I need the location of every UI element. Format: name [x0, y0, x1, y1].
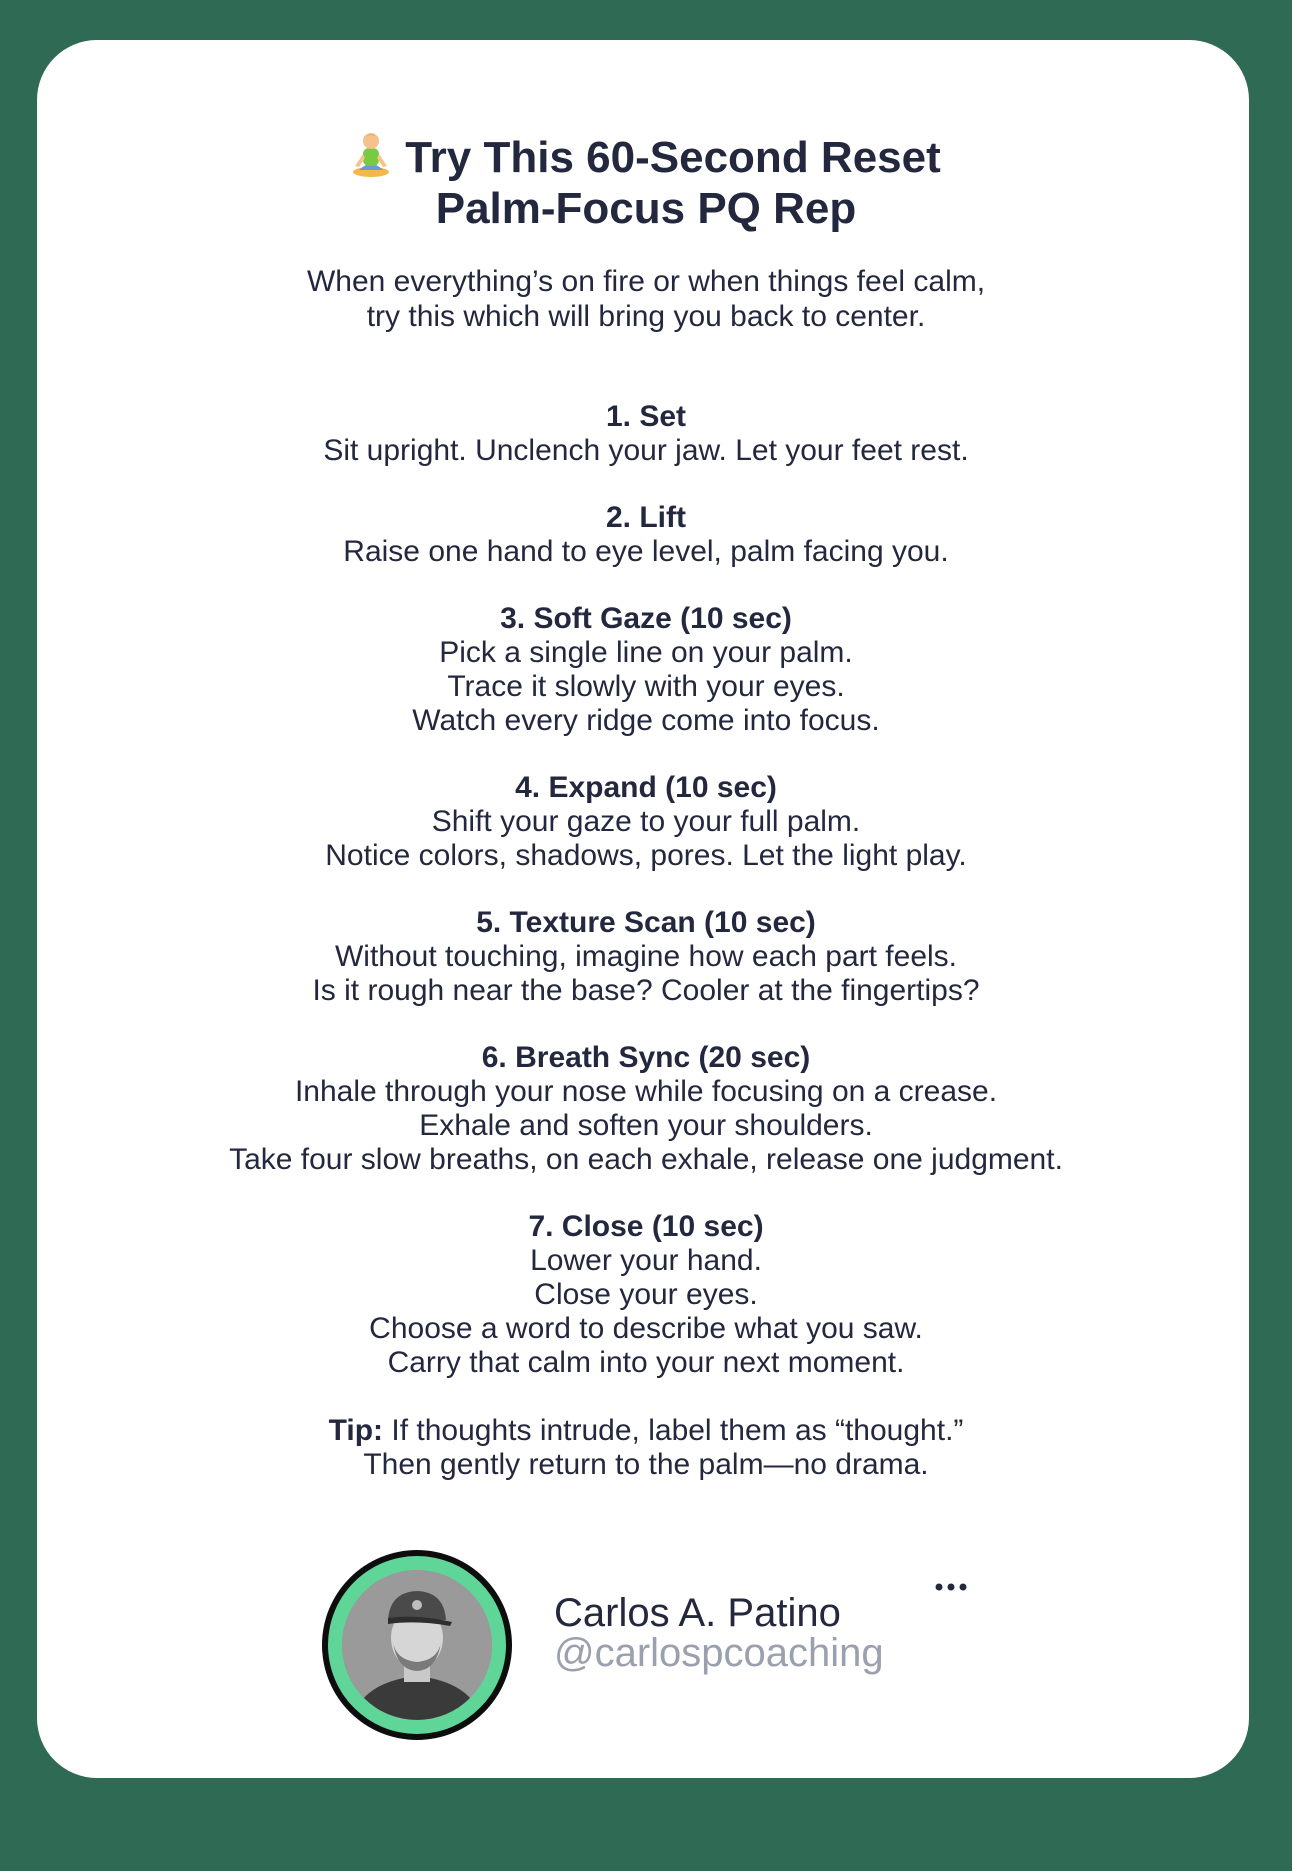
step-line: Watch every ridge come into focus.	[412, 704, 880, 737]
step-item	[0, 906, 1292, 1008]
person-portrait-icon	[342, 1570, 492, 1720]
author-handle[interactable]: @carlospcoaching	[554, 1631, 884, 1675]
step-line: Carry that calm into your next moment.	[387, 1346, 905, 1379]
step-line: Notice colors, shadows, pores. Let the light play.	[325, 839, 967, 872]
step-title: 7. Close (10 sec)	[528, 1210, 764, 1243]
step-title: 4. Expand (10 sec)	[515, 771, 777, 804]
step-line: Raise one hand to eye level, palm facing you.	[343, 535, 949, 568]
tip-text: If thoughts intrude, label them as “thought.”	[383, 1414, 964, 1447]
step-line: Take four slow breaths, on each exhale, release one judgment.	[229, 1143, 1063, 1176]
author-block	[322, 1550, 972, 1746]
more-dots-icon[interactable]	[934, 1580, 968, 1594]
tip-block	[0, 1414, 1292, 1482]
step-item	[0, 501, 1292, 569]
tip-label: Tip:	[328, 1414, 384, 1447]
intro-text	[0, 264, 1292, 334]
step-line: Choose a word to describe what you saw.	[369, 1312, 923, 1345]
step-item	[0, 602, 1292, 738]
step-item	[0, 771, 1292, 873]
page-title	[0, 128, 1292, 234]
avatar-ring	[328, 1556, 506, 1734]
step-title: 6. Breath Sync (20 sec)	[481, 1041, 811, 1074]
avatar-photo	[342, 1570, 492, 1720]
step-title: 2. Lift	[606, 501, 686, 534]
title-line-2: Palm-Focus PQ Rep	[435, 184, 857, 233]
step-line: Is it rough near the base? Cooler at the fingertips?	[312, 974, 980, 1007]
step-title: 1. Set	[605, 400, 687, 433]
person-meditating-emoji-icon	[351, 128, 391, 178]
avatar	[322, 1550, 512, 1740]
author-name: Carlos A. Patino	[554, 1591, 841, 1635]
step-line: Inhale through your nose while focusing on a crease.	[294, 1075, 998, 1108]
step-line: Trace it slowly with your eyes.	[447, 670, 845, 703]
tip-line-2: Then gently return to the palm—no drama.	[363, 1448, 929, 1481]
step-line: Lower your hand.	[530, 1244, 762, 1277]
intro-line-1: When everything’s on fire or when things feel calm,	[306, 265, 986, 298]
title-line-1: Try This 60-Second Reset	[0, 128, 1292, 183]
steps-list	[0, 400, 1292, 1482]
step-line: Sit upright. Unclench your jaw. Let your feet rest.	[323, 434, 969, 467]
step-line: Pick a single line on your palm.	[439, 636, 853, 669]
step-item	[0, 400, 1292, 468]
step-line: Close your eyes.	[534, 1278, 758, 1311]
step-line: Without touching, imagine how each part feels.	[334, 940, 958, 973]
tip-line-1	[0, 1414, 1292, 1448]
step-item	[0, 1041, 1292, 1177]
step-line: Shift your gaze to your full palm.	[431, 805, 861, 838]
step-line: Exhale and soften your shoulders.	[419, 1109, 873, 1142]
step-item	[0, 1210, 1292, 1380]
step-title: 5. Texture Scan (10 sec)	[476, 906, 816, 939]
step-title: 3. Soft Gaze (10 sec)	[500, 602, 792, 635]
intro-line-2: try this which will bring you back to center.	[366, 300, 926, 333]
